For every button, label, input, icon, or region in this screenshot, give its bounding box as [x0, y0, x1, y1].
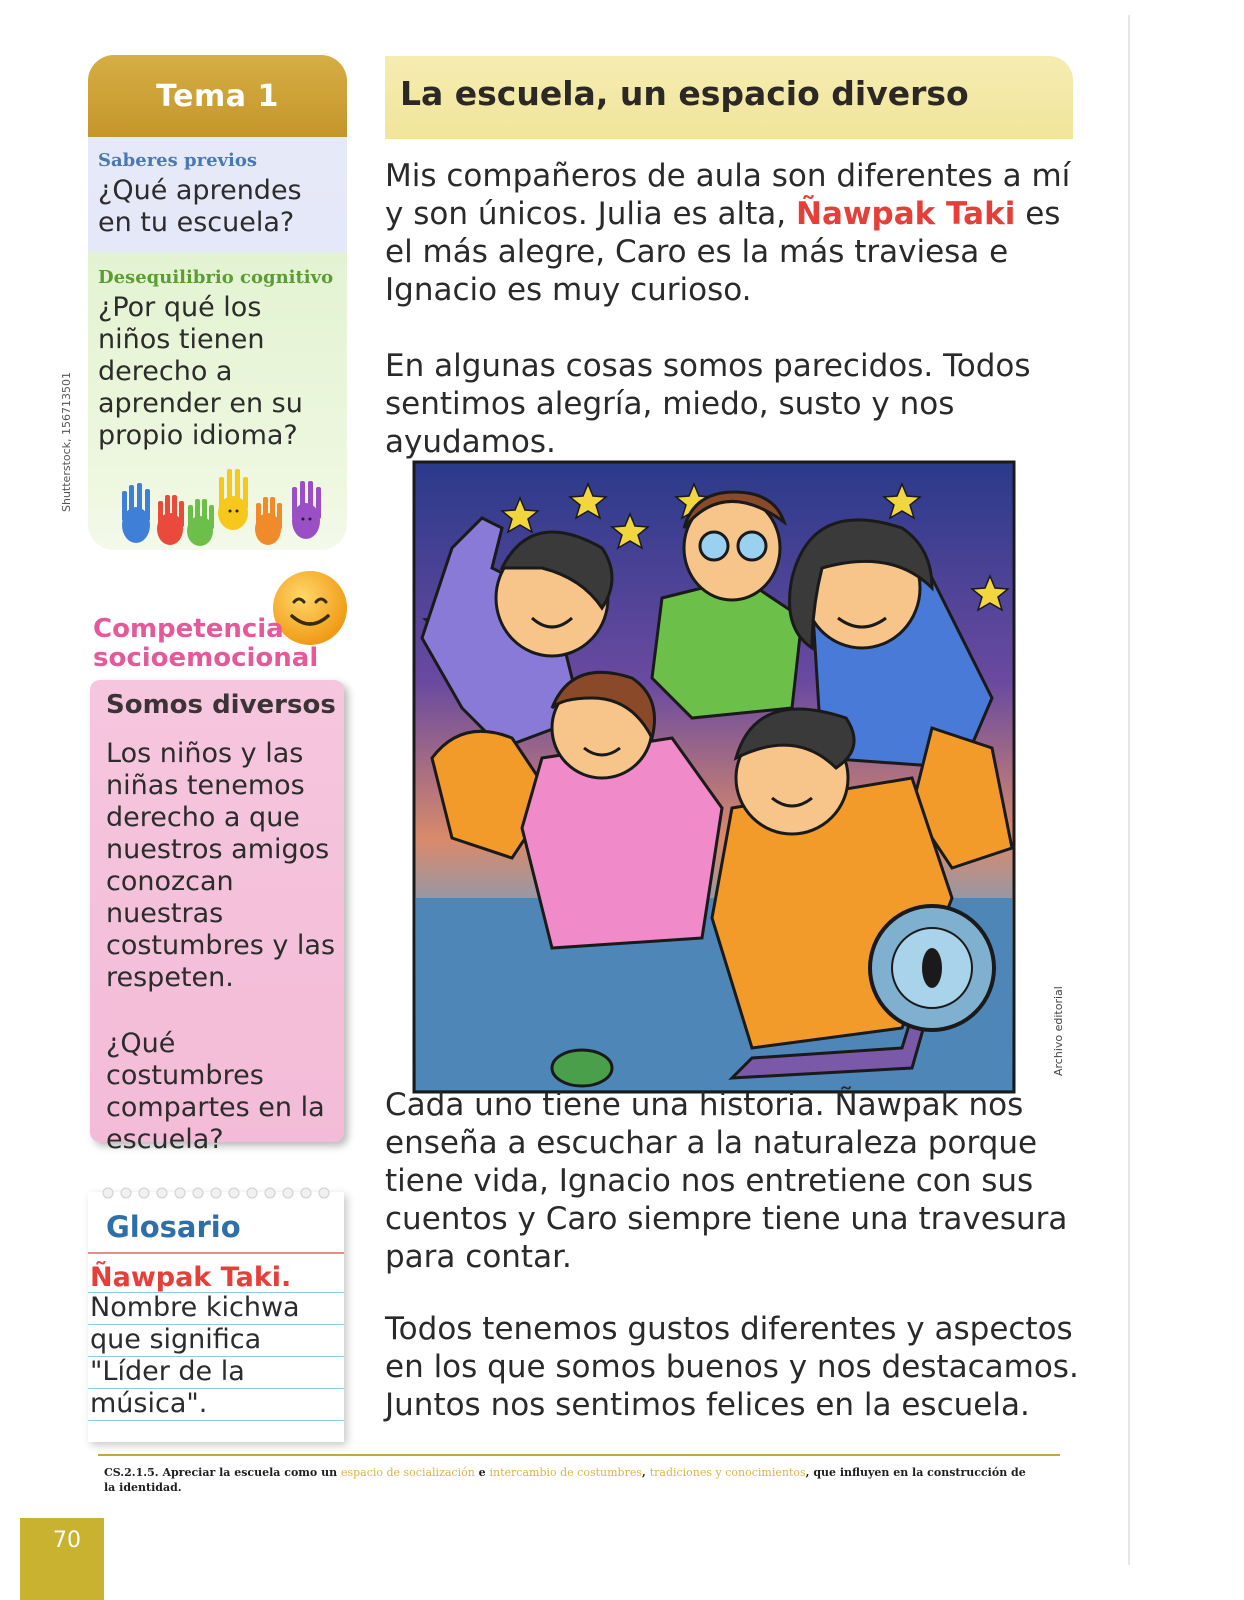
curriculum-note [104, 1465, 1034, 1495]
curriculum-text-b: e [478, 1466, 486, 1479]
glosario-definition: Nombre kichwa que significa "Líder de la música". [90, 1292, 300, 1419]
glosario-card [88, 1192, 344, 1442]
curriculum-text-d: , que influyen en la construcción de la identidad. [104, 1466, 1026, 1494]
paragraph-1 [385, 157, 1085, 309]
competencia-paragraph: Los niños y las niñas tenemos derecho a que nuestros amigos conozcan nuestras costumbres y las respeten. [106, 738, 336, 993]
competencia-question: ¿Qué costumbres compartes en la escuela? [106, 1028, 325, 1155]
page-number-tab [20, 1518, 104, 1600]
competencia-title-line1: Competencia [93, 614, 284, 644]
saberes-previos-question: ¿Qué aprendes en tu escuela? [98, 175, 302, 238]
photo-credit: Shutterstock, 156713501 [60, 371, 73, 512]
painted-hands-image [108, 463, 338, 548]
curriculum-highlight-3: tradiciones y conocimientos [649, 1466, 806, 1479]
paragraph-3: Cada uno tiene una historia. Ñawpak nos enseña a escuchar a la naturaleza porque tiene vida, Ignacio nos entretiene con sus cuentos y Caro siempre tiene una travesura para contar. [385, 1087, 1068, 1275]
competencia-box-title: Somos diversos [106, 690, 336, 720]
curriculum-code: CS.2.1.5. [104, 1466, 159, 1479]
page-number: 70 [53, 1528, 81, 1553]
page-edge-line [1128, 15, 1130, 1565]
competencia-box [90, 680, 344, 1155]
competencia-title [93, 615, 318, 673]
paragraph-4: Todos tenemos gustos diferentes y aspectos en los que somos buenos y nos destacamos. Juntos nos sentimos felices en la escuela. [385, 1311, 1079, 1423]
tema-title: Tema 1 [88, 55, 347, 137]
desequilibrio-label: Desequilibrio cognitivo [98, 267, 334, 288]
desequilibrio-question: ¿Por qué los niños tienen derecho a aprender en su propio idioma? [98, 292, 303, 451]
curriculum-text-a: Apreciar la escuela como un [162, 1466, 338, 1479]
glosario-term: Ñawpak Taki. [90, 1262, 292, 1293]
paragraph-1-end: es el más alegre, Caro es la más traviesa e Ignacio es muy curioso. [385, 196, 1061, 308]
footer-rule [98, 1454, 1060, 1456]
curriculum-highlight-2: intercambio de costumbres [489, 1466, 643, 1479]
highlight-name: Ñawpak Taki [796, 196, 1016, 232]
notebook-spiral-decoration [98, 1186, 338, 1200]
competencia-title-line2: socioemocional [93, 643, 319, 673]
image-credit: Archivo editorial [1052, 986, 1065, 1076]
paragraph-1-start: Mis compañeros de aula son diferentes a mí y son únicos. Julia es alta, [385, 158, 1071, 232]
glosario-divider [88, 1252, 344, 1254]
curriculum-highlight-1: espacio de socialización [340, 1466, 475, 1479]
paragraph-2: En algunas cosas somos parecidos. Todos sentimos alegría, miedo, susto y nos ayudamos. [385, 348, 1031, 460]
glosario-rule [88, 1420, 344, 1421]
glosario-title: Glosario [106, 1210, 241, 1244]
curriculum-text-c: , [642, 1466, 646, 1479]
page-title: La escuela, un espacio diverso [400, 74, 969, 113]
tema-box [88, 55, 347, 550]
saberes-previos-label: Saberes previos [98, 150, 257, 171]
children-illustration [392, 458, 1086, 1098]
